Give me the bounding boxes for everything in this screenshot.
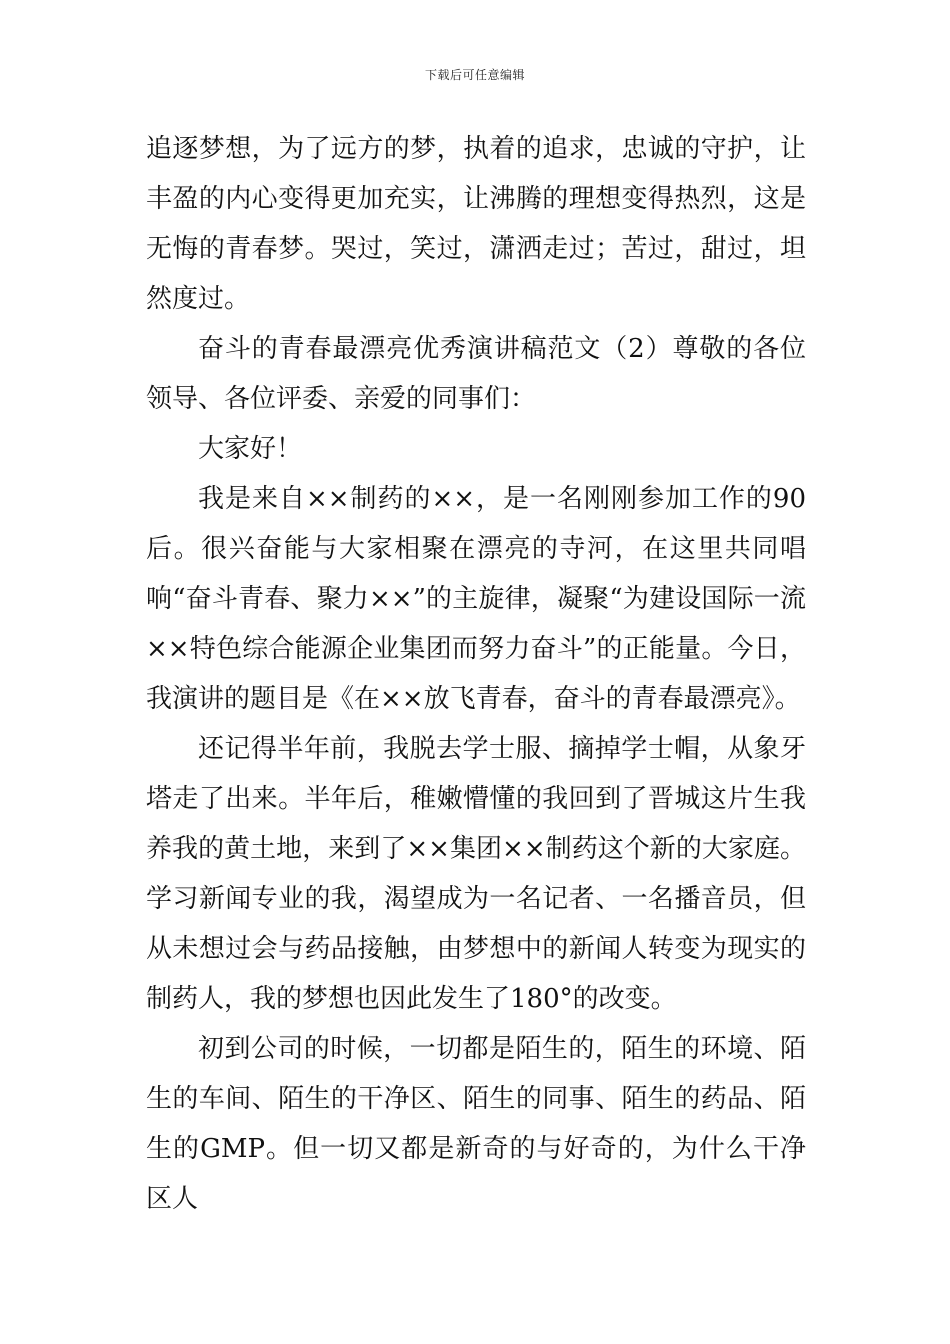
paragraph-3: 大家好！ bbox=[198, 434, 303, 464]
paragraph-5: 还记得半年前，我脱去学士服、摘掉学士帽，从象牙塔走了出来。半年后，稚嫩懵懂的我回到了晋城这片生我养我的黄土地，来到了××集团××制药这个新的大家庭。学习新闻专业的我，渴望成为一名记者、一名播音员，但从未想过会与药品接触，由梦想中的新闻人转变为现实的制药人，我的梦想也因此发生了180°的改变。 bbox=[146, 734, 806, 1014]
page-header: 下载后可任意编辑 bbox=[424, 68, 525, 82]
paragraph-4: 我是来自××制药的××，是一名刚刚参加工作的90后。很兴奋能与大家相聚在漂亮的寺河，在这里共同唱响“奋斗青春、聚力××”的主旋律，凝聚“为建设国际一流××特色综合能源企业集团而努力奋斗”的正能量。今日，我演讲的题目是《在××放飞青春，奋斗的青春最漂亮》。 bbox=[146, 484, 806, 714]
document-body bbox=[146, 124, 806, 1224]
paragraph-6: 初到公司的时候，一切都是陌生的，陌生的环境、陌生的车间、陌生的干净区、陌生的同事、陌生的药品、陌生的GMP。但一切又都是新奇的与好奇的，为什么干净区人 bbox=[146, 1034, 806, 1214]
paragraph-2: 奋斗的青春最漂亮优秀演讲稿范文（2）尊敬的各位领导、各位评委、亲爱的同事们： bbox=[146, 334, 806, 414]
paragraph-1: 追逐梦想，为了远方的梦，执着的追求，忠诚的守护，让丰盈的内心变得更加充实，让沸腾的理想变得热烈，这是无悔的青春梦。哭过，笑过，潇洒走过；苦过，甜过，坦然度过。 bbox=[146, 134, 806, 314]
